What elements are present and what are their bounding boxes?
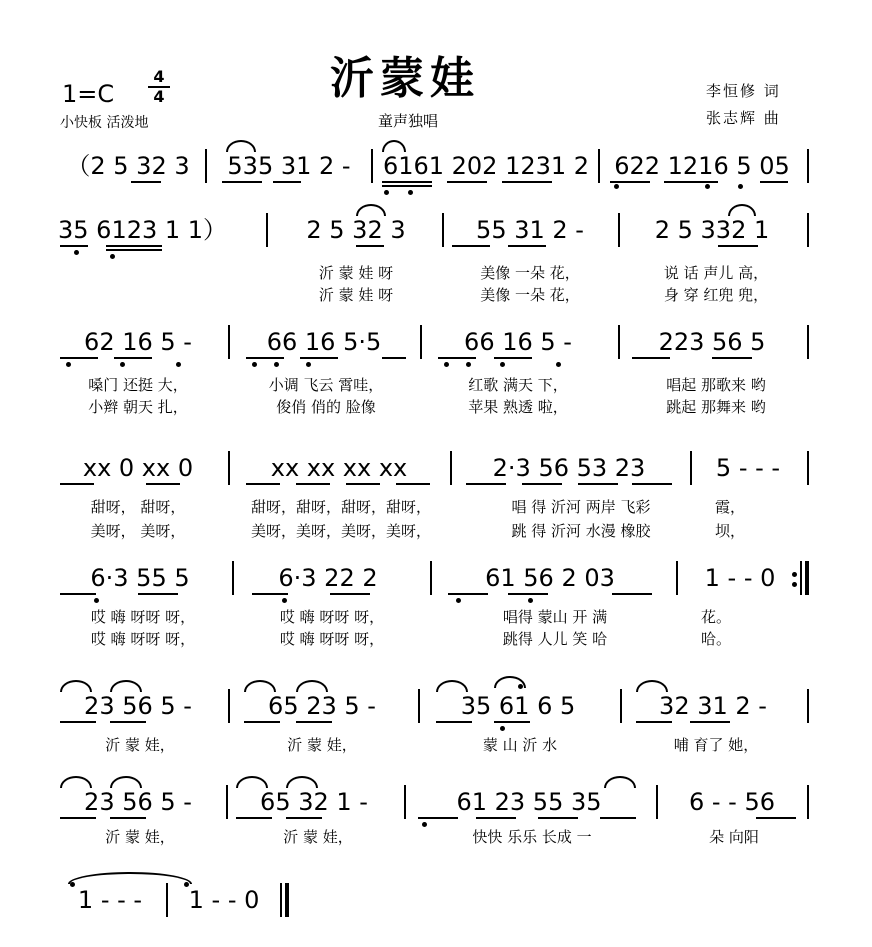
- underline: [636, 721, 672, 723]
- underline: [452, 245, 490, 247]
- underline: [296, 721, 332, 723]
- low-octave-dot: [274, 362, 279, 367]
- music-row-8: [0, 880, 872, 920]
- measure-6: 2 5 32 3: [306, 216, 406, 244]
- lyric: 美像 一朵 花，: [480, 264, 580, 282]
- barline: [266, 213, 268, 247]
- lyrics-row-2-verse-1: [0, 262, 872, 284]
- barline: [371, 149, 373, 183]
- key-signature: 1=C: [62, 80, 115, 108]
- underline: [246, 357, 284, 359]
- low-octave-dot: [466, 362, 471, 367]
- barline: [807, 451, 809, 485]
- lyrics-row-4-verse-2: [0, 520, 872, 542]
- barline: [656, 785, 658, 819]
- lyric: 俊俏 俏的 脸像: [276, 398, 376, 416]
- lyrics-row-4-verse-1: [0, 496, 872, 518]
- measure-27: 61 23 55 35: [456, 788, 602, 816]
- underline: [356, 245, 384, 247]
- lyric: 苹果 熟透 啦，: [468, 398, 568, 416]
- measure-13: xx 0 xx 0: [82, 454, 194, 482]
- barline: [226, 785, 228, 819]
- underline: [418, 817, 458, 819]
- slur: [382, 140, 406, 152]
- low-octave-dot: [500, 726, 505, 731]
- lyric: 朵 向阳: [709, 828, 759, 846]
- underline: [60, 817, 96, 819]
- underline: [494, 721, 530, 723]
- underline: [760, 181, 788, 183]
- low-octave-dot: [94, 598, 99, 603]
- underline: [476, 817, 516, 819]
- measure-17: 6·3 55 5: [90, 564, 190, 592]
- low-octave-dot: [110, 254, 115, 259]
- low-octave-dot: [120, 362, 125, 367]
- measure-29: 1 - - -: [77, 886, 143, 914]
- barline: [442, 213, 444, 247]
- underline: [664, 181, 718, 183]
- measure-24: 32 31 2 -: [659, 692, 767, 720]
- underline: [146, 483, 180, 485]
- low-octave-dot: [66, 362, 71, 367]
- lyric: 霞，: [714, 498, 745, 516]
- time-signature: [148, 68, 170, 106]
- low-octave-dot: [306, 362, 311, 367]
- slur: [60, 680, 92, 692]
- underline: [114, 357, 152, 359]
- underline: [60, 245, 88, 247]
- measure-14: xx xx xx xx: [270, 454, 408, 482]
- underline: [273, 181, 301, 183]
- composer-credit: 张志辉 曲: [706, 109, 781, 127]
- low-octave-dot: [252, 362, 257, 367]
- underline: [60, 483, 94, 485]
- high-octave-dot: [518, 684, 523, 689]
- lyrics-row-5-verse-1: [0, 606, 872, 628]
- lyric: 哺 育了 她，: [673, 736, 759, 754]
- music-row-1: [0, 146, 872, 186]
- music-row-5: [0, 558, 872, 598]
- underline: [508, 245, 546, 247]
- barline: [618, 213, 620, 247]
- repeat-dot: [792, 572, 797, 577]
- underline: [610, 181, 650, 183]
- final-thick-barline: [285, 883, 289, 917]
- underline: [396, 483, 430, 485]
- underline: [222, 181, 262, 183]
- underline: [612, 593, 652, 595]
- lyric: 沂 蒙 娃 呀: [318, 264, 394, 282]
- measure-10: 66 16 5·5: [266, 328, 382, 356]
- lyric: 跳 得 沂河 水漫 橡胶: [511, 522, 651, 540]
- measure-11: 66 16 5 -: [464, 328, 572, 356]
- underline: [502, 181, 552, 183]
- low-octave-dot: [614, 184, 619, 189]
- underline: [300, 357, 338, 359]
- barline: [676, 561, 678, 595]
- underline: [756, 817, 796, 819]
- barline: [620, 689, 622, 723]
- underline: [632, 357, 670, 359]
- low-octave-dot: [556, 362, 561, 367]
- lyric: 红歌 满天 下，: [468, 376, 568, 394]
- barline: [205, 149, 207, 183]
- underline: [448, 593, 488, 595]
- time-numerator: 4: [153, 67, 165, 86]
- underline: [236, 817, 272, 819]
- underline: [138, 593, 178, 595]
- low-octave-dot: [528, 598, 533, 603]
- lyric: 身 穿 红兜 兜，: [663, 286, 769, 304]
- low-octave-dot: [444, 362, 449, 367]
- slur: [296, 680, 328, 692]
- lyric: 美呀，美呀，美呀，美呀，: [250, 522, 431, 540]
- lyric: 哎 嗨 呀呀 呀，: [90, 608, 196, 626]
- lyric: 唱得 蒙山 开 满: [502, 608, 608, 626]
- slur: [728, 204, 756, 216]
- lyrics-row-5-verse-2: [0, 628, 872, 650]
- lyric: 坝，: [714, 522, 745, 540]
- low-octave-dot: [176, 362, 181, 367]
- barline: [418, 689, 420, 723]
- lyric: 美像 一朵 花，: [480, 286, 580, 304]
- underline: [382, 181, 432, 183]
- lyric: 快快 乐乐 长成 一: [472, 828, 592, 846]
- underline: [244, 721, 280, 723]
- barline: [807, 213, 809, 247]
- underline: [60, 357, 98, 359]
- underline: [522, 483, 562, 485]
- low-octave-dot: [456, 598, 461, 603]
- underline: [508, 593, 548, 595]
- lyric: 花。: [700, 608, 731, 626]
- lyricist-credit: 李恒修 词: [706, 82, 781, 100]
- underline: [466, 483, 506, 485]
- underline: [286, 817, 322, 819]
- lyric: 沂 蒙 娃，: [105, 828, 175, 846]
- lyric: 唱起 那歌来 哟: [666, 376, 766, 394]
- measure-18: 6·3 22 2: [278, 564, 378, 592]
- underline: [131, 181, 161, 183]
- barline: [807, 689, 809, 723]
- measure-21: 23 56 5 -: [84, 692, 192, 720]
- underline: [110, 721, 146, 723]
- underline: [382, 357, 406, 359]
- measure-20: 1 - - 0: [704, 564, 776, 592]
- low-octave-dot: [738, 184, 743, 189]
- underline: [382, 185, 432, 187]
- underline: [538, 817, 578, 819]
- low-octave-dot: [705, 184, 710, 189]
- barline: [450, 451, 452, 485]
- low-octave-dot: [282, 598, 287, 603]
- low-octave-dot: [384, 190, 389, 195]
- slur: [286, 776, 318, 788]
- time-denominator: 4: [148, 86, 170, 106]
- underline: [632, 483, 672, 485]
- lyric: 蒙 山 沂 水: [482, 736, 558, 754]
- underline: [578, 483, 618, 485]
- measure-9: 62 16 5 -: [84, 328, 192, 356]
- music-row-4: [0, 448, 872, 488]
- slur: [60, 776, 92, 788]
- lyrics-row-3-verse-2: [0, 396, 872, 418]
- measure-4: 622 1216 5 05: [614, 152, 790, 180]
- measure-28: 6 - - 56: [688, 788, 775, 816]
- lyric: 跳起 那舞来 哟: [666, 398, 766, 416]
- underline: [296, 483, 330, 485]
- barline: [807, 149, 809, 183]
- slur: [236, 776, 268, 788]
- underline: [346, 483, 380, 485]
- song-title: 沂蒙娃: [330, 53, 480, 104]
- measure-23: 35 61 6 5: [460, 692, 576, 720]
- lyric: 哈。: [700, 630, 731, 648]
- tie: [68, 872, 192, 884]
- underline: [712, 357, 752, 359]
- underline: [438, 357, 476, 359]
- underline: [246, 483, 280, 485]
- underline: [252, 593, 288, 595]
- lyrics-row-2-verse-2: [0, 284, 872, 306]
- lyrics-row-6: [0, 734, 872, 756]
- measure-2: 535 31 2 -: [227, 152, 351, 180]
- measure-8: 2 5 332 1: [654, 216, 770, 244]
- music-row-3: [0, 322, 872, 362]
- slur: [110, 776, 142, 788]
- music-row-2: [0, 210, 872, 250]
- lyric: 甜呀， 甜呀，: [90, 498, 186, 516]
- measure-3: 6161 202 1231 2: [382, 152, 590, 180]
- measure-19: 61 56 2 03: [485, 564, 615, 592]
- lyric: 唱 得 沂河 两岸 飞彩: [511, 498, 651, 516]
- music-row-7: [0, 782, 872, 822]
- lyric: 甜呀，甜呀，甜呀，甜呀，: [250, 498, 431, 516]
- measure-15: 2·3 56 53 23: [492, 454, 646, 482]
- low-octave-dot: [74, 250, 79, 255]
- lyric: 沂 蒙 娃，: [283, 828, 353, 846]
- barline: [690, 451, 692, 485]
- barline: [807, 785, 809, 819]
- lyric: 说 话 声儿 高，: [663, 264, 769, 282]
- lyric: 沂 蒙 娃 呀: [318, 286, 394, 304]
- lyric: 美呀， 美呀，: [90, 522, 186, 540]
- repeat-barline: [800, 561, 802, 595]
- lyric: 小调 飞云 霄哇，: [268, 376, 384, 394]
- underline: [447, 181, 487, 183]
- repeat-dot: [792, 582, 797, 587]
- underline: [330, 593, 370, 595]
- slur: [604, 776, 636, 788]
- measure-1: （2 5 32 3: [66, 152, 190, 180]
- measure-26: 65 32 1 -: [260, 788, 368, 816]
- music-row-6: [0, 686, 872, 726]
- measure-30: 1 - - 0: [188, 886, 260, 914]
- underline: [110, 817, 146, 819]
- slur: [226, 140, 256, 152]
- measure-5: 35 6123 1 1）: [58, 216, 228, 244]
- underline: [106, 245, 162, 247]
- lyric: 沂 蒙 娃，: [105, 736, 175, 754]
- underline: [436, 721, 472, 723]
- barline: [618, 325, 620, 359]
- barline: [232, 561, 234, 595]
- final-thin-barline: [280, 883, 282, 917]
- underline: [690, 721, 730, 723]
- barline: [228, 451, 230, 485]
- measure-22: 65 23 5 -: [268, 692, 376, 720]
- underline: [60, 593, 96, 595]
- slur: [110, 680, 142, 692]
- slur: [436, 680, 468, 692]
- low-octave-dot: [500, 362, 505, 367]
- barline: [404, 785, 406, 819]
- barline: [228, 689, 230, 723]
- high-octave-dot: [184, 882, 189, 887]
- lyric: 沂 蒙 娃，: [287, 736, 357, 754]
- tempo-marking: 小快板 活泼地: [60, 115, 149, 131]
- underline: [106, 249, 162, 251]
- barline: [420, 325, 422, 359]
- barline: [807, 325, 809, 359]
- lyric: 跳得 人儿 笑 哈: [502, 630, 608, 648]
- performance-type: 童声独唱: [378, 112, 439, 130]
- high-octave-dot: [70, 882, 75, 887]
- slur: [636, 680, 668, 692]
- barline: [166, 883, 168, 917]
- lyric: 哎 嗨 呀呀 呀，: [279, 608, 385, 626]
- measure-12: 223 56 5: [658, 328, 766, 356]
- barline: [430, 561, 432, 595]
- lyric: 哎 嗨 呀呀 呀，: [90, 630, 196, 648]
- measure-7: 55 31 2 -: [476, 216, 584, 244]
- underline: [600, 817, 636, 819]
- barline: [598, 149, 600, 183]
- lyric: 嗓门 还挺 大，: [88, 376, 188, 394]
- repeat-end-barline: [805, 561, 809, 595]
- underline: [718, 245, 758, 247]
- barline: [228, 325, 230, 359]
- slur: [244, 680, 276, 692]
- lyric: 小辫 朝天 扎，: [88, 398, 188, 416]
- low-octave-dot: [408, 190, 413, 195]
- underline: [494, 357, 532, 359]
- lyrics-row-7: [0, 826, 872, 848]
- lyrics-row-3-verse-1: [0, 374, 872, 396]
- measure-16: 5 - - -: [715, 454, 781, 482]
- lyric: 哎 嗨 呀呀 呀，: [279, 630, 385, 648]
- underline: [60, 721, 96, 723]
- measure-25: 23 56 5 -: [84, 788, 192, 816]
- slur: [356, 204, 386, 216]
